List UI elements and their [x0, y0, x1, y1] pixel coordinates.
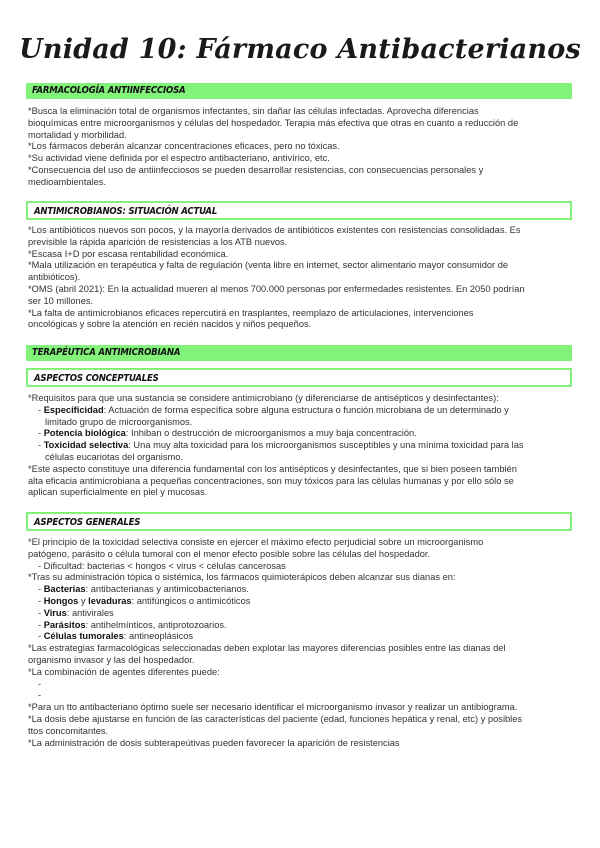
term: Hongos	[43, 595, 79, 606]
list-item: - Toxicidad selectiva: Una muy alta toxicidad para los microorganismos susceptibles y una mínima toxicidad para las	[38, 440, 524, 451]
list-item: - Potencia biológica: Inhiban o destrucción de microorganismos a muy baja concentración.	[38, 428, 417, 439]
text-line: ttos concomitantes.	[28, 725, 109, 736]
term: Parásitos	[43, 619, 86, 630]
text-line: mortalidad y morbilidad.	[28, 129, 127, 140]
section-body-farmacologia	[28, 106, 574, 189]
text-line: aplican superficialmente en piel y mucosas.	[28, 487, 208, 498]
list-item: -	[38, 690, 42, 701]
text-line: *Las estrategias farmacológicas seleccionadas deben explotar las mayores diferencias posibles entre las dianas del	[28, 643, 506, 654]
text-line: *Los antibióticos nuevos son pocos, y la mayoría derivados de antibióticos existentes con resistencias consolidadas. Es	[28, 225, 521, 235]
term: Especificidad	[43, 404, 104, 415]
list-item: - Parásitos: antihelmínticos, antiprotozoarios.	[38, 619, 227, 630]
text-line: *OMS (abril 2021): En la actualidad mueren al menos 700.000 personas por enfermedades resistentes. En 2050 podrían	[28, 283, 525, 294]
text-line: antibióticos).	[28, 272, 81, 283]
text-line: *El principio de la toxicidad selectiva consiste en ejercer el máximo efecto perjudicial sobre un microorganismo	[28, 537, 484, 547]
text-line: - Dificultad: bacterias < hongos < virus < células cancerosas	[38, 560, 286, 571]
section-heading-conceptuales: ASPECTOS CONCEPTUALES	[26, 368, 572, 387]
text-line: células eucariotas del organismo.	[45, 451, 183, 462]
text-line: oncológicas y sobre la atención en recién nacidos y niños pequeños.	[28, 319, 312, 330]
text-line: organismo invasor y las del hospedador.	[28, 654, 195, 665]
term: Virus	[43, 607, 67, 618]
section-body-generales	[28, 537, 574, 749]
text-line: limitado grupo de microorganismos.	[45, 416, 193, 427]
list-item: - Hongos y levaduras: antifúngicos o antimicóticos	[38, 595, 251, 606]
list-item: -	[38, 678, 42, 689]
text-line: ser 10 millones.	[28, 295, 94, 306]
text-line: *La falta de antimicrobianos eficaces repercutirá en trasplantes, reemplazo de articulaciones, intervenciones	[28, 307, 474, 318]
text-line: *Escasa I+D por escasa rentabilidad económica.	[28, 248, 229, 259]
text-line: *Para un tto antibacteriano óptimo suele ser necesario identificar el microorganismo invasor y realizar un antibiograma.	[28, 702, 518, 713]
text-line: medioambientales.	[28, 176, 107, 187]
text-line: bioquímicas entre microorganismos y células del hospedador. Terapia más efectiva que otras en cuanto a reducción de	[28, 117, 519, 128]
term: Potencia biológica	[43, 428, 126, 439]
text-line: *Busca la eliminación total de organismos infectantes, sin dañar las células infectadas. Aprovecha diferencias	[28, 106, 479, 116]
term: Bacterias	[43, 584, 86, 595]
text-line: *Requisitos para que una sustancia se considere antimicrobiano (y diferenciarse de antisépticos y desinfectantes):	[28, 393, 499, 403]
text-line: patógeno, parásito o célula tumoral con el menor efecto posible sobre las células del hospedador.	[28, 548, 431, 559]
section-heading-antimicrobianos: ANTIMICROBIANOS: SITUACIÓN ACTUAL	[26, 201, 572, 220]
list-item: - Bacterias: antibacterianas y antimicobacterianos.	[38, 584, 249, 595]
text-line: *Este aspecto constituye una diferencia fundamental con los antisépticos y desinfectantes, que si bien poseen también	[28, 463, 517, 474]
section-body-conceptuales	[28, 393, 574, 499]
list-item: - Células tumorales: antineoplásicos	[38, 631, 194, 642]
section-body-antimicrobianos	[28, 225, 574, 331]
page-title: Unidad 10: Fármaco Antibacterianos	[19, 34, 581, 65]
text-line: *Su actividad viene definida por el espectro antibacteriano, antivírico, etc.	[28, 153, 330, 164]
text-line: *Mala utilización en terapéutica y falta de regulación (venta libre en internet, sector alimentario mayor consumidor de	[28, 260, 509, 271]
text-line: previsible la rápida aparición de resistencias a los ATB nuevos.	[28, 236, 288, 247]
list-item: - Especificidad: Actuación de forma específica sobre alguna estructura o función microbiana de un determinado y	[38, 404, 509, 415]
text-line: *Los fármacos deberán alcanzar concentraciones eficaces, pero no tóxicas.	[28, 141, 340, 152]
text-line: alta eficacia antimicrobiana a pequeñas concentraciones, son muy tóxicos para las células humanas y por ello sólo se	[28, 475, 514, 486]
text-line: *La administración de dosis subterapeútivas pueden favorecer la aparición de resistencias	[28, 737, 400, 748]
section-heading-farmacologia: FARMACOLOGÍA ANTIINFECCIOSA	[26, 83, 572, 99]
section-heading-generales: ASPECTOS GENERALES	[26, 512, 572, 531]
term: levaduras	[88, 595, 132, 606]
section-heading-terapeutica: TERAPÉUTICA ANTIMICROBIANA	[26, 345, 572, 361]
text-line: *La combinación de agentes diferentes puede:	[28, 666, 220, 677]
list-item: - Virus: antivirales	[38, 607, 114, 618]
term: Células tumorales	[43, 631, 124, 642]
text-line: *Consecuencia del uso de antiinfecciosos se pueden desarrollar resistencias, con consecuencias personales y	[28, 164, 484, 175]
text-line: *La dosis debe ajustarse en función de las características del paciente (edad, funciones hepática y renal, etc) y posibles	[28, 713, 523, 724]
term: Toxicidad selectiva	[43, 440, 129, 451]
text-line: *Tras su administración tópica o sistémica, los fármacos quimioterápicos deben alcanzar sus dianas en:	[28, 572, 456, 583]
